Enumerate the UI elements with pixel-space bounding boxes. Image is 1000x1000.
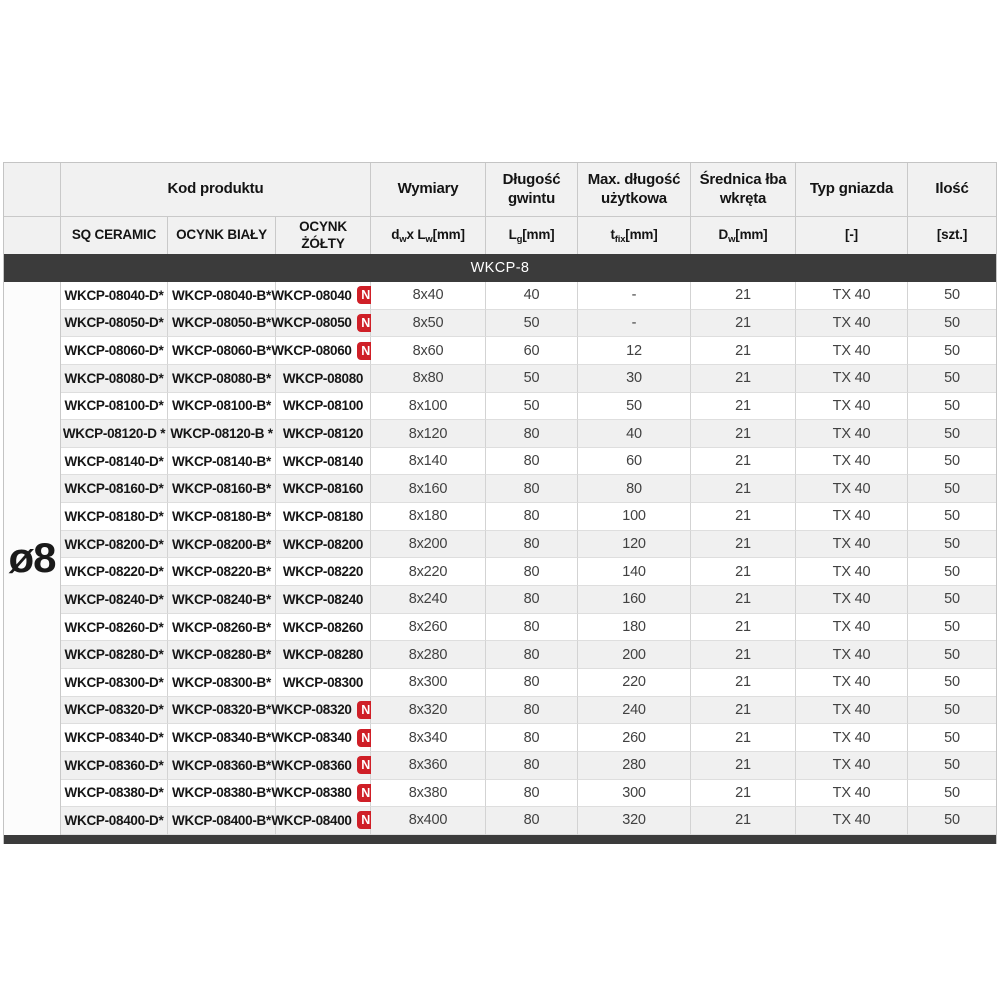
cell-socket-type: TX 40 (796, 558, 908, 586)
cell-ocynk-bialy: WKCP-08040-B* (168, 282, 276, 310)
cell-max-usable-length: 260 (578, 724, 691, 752)
new-badge: N (357, 286, 375, 304)
cell-head-diameter: 21 (691, 448, 796, 476)
cell-socket-type: TX 40 (796, 365, 908, 393)
product-code: WKCP-08240 (282, 591, 364, 607)
header-wymiary: Wymiary (371, 163, 486, 216)
cell-quantity: 50 (908, 807, 996, 835)
cell-sq-ceramic: WKCP-08280-D* (61, 641, 168, 669)
cell-sq-ceramic: WKCP-08240-D* (61, 586, 168, 614)
cell-sq-ceramic: WKCP-08220-D* (61, 558, 168, 586)
cell-quantity: 50 (908, 420, 996, 448)
cell-sq-ceramic: WKCP-08060-D* (61, 337, 168, 365)
header-dlugosc-gwintu: Długość gwintu (486, 163, 578, 216)
cell-thread-length: 80 (486, 752, 578, 780)
cell-ocynk-zolty (271, 724, 371, 752)
cell-max-usable-length: 50 (578, 393, 691, 421)
cell-ocynk-bialy: WKCP-08400-B* (168, 807, 276, 835)
cell-max-usable-length: 12 (578, 337, 691, 365)
cell-max-usable-length: - (578, 282, 691, 310)
cell-head-diameter: 21 (691, 337, 796, 365)
cell-socket-type: TX 40 (796, 724, 908, 752)
cell-dimensions: 8x260 (371, 614, 486, 642)
cell-thread-length: 80 (486, 531, 578, 559)
cell-head-diameter: 21 (691, 752, 796, 780)
product-code: WKCP-08380 (271, 785, 352, 801)
cell-quantity: 50 (908, 780, 996, 808)
cell-thread-length: 80 (486, 780, 578, 808)
cell-sq-ceramic: WKCP-08140-D* (61, 448, 168, 476)
cell-max-usable-length: 120 (578, 531, 691, 559)
product-code: WKCP-08360 (271, 757, 352, 773)
cell-max-usable-length: 140 (578, 558, 691, 586)
cell-head-diameter: 21 (691, 558, 796, 586)
cell-head-diameter: 21 (691, 641, 796, 669)
cell-ocynk-zolty (271, 752, 371, 780)
cell-thread-length: 80 (486, 503, 578, 531)
subheader-socket-type-unit: [-] (796, 217, 908, 254)
cell-thread-length: 40 (486, 282, 578, 310)
cell-dimensions: 8x50 (371, 310, 486, 338)
cell-sq-ceramic: WKCP-08300-D* (61, 669, 168, 697)
cell-thread-length: 80 (486, 697, 578, 725)
cell-ocynk-zolty (276, 365, 371, 393)
cell-thread-length: 50 (486, 365, 578, 393)
product-code: WKCP-08140 (282, 453, 364, 469)
cell-head-diameter: 21 (691, 669, 796, 697)
product-code: WKCP-08040 (271, 287, 352, 303)
cell-dimensions: 8x400 (371, 807, 486, 835)
cell-head-diameter: 21 (691, 531, 796, 559)
cell-ocynk-bialy: WKCP-08200-B* (168, 531, 276, 559)
header-row-units (4, 216, 996, 254)
cell-dimensions: 8x200 (371, 531, 486, 559)
cell-head-diameter: 21 (691, 420, 796, 448)
cell-quantity: 50 (908, 475, 996, 503)
cell-sq-ceramic: WKCP-08200-D* (61, 531, 168, 559)
cell-dimensions: 8x180 (371, 503, 486, 531)
product-code: WKCP-08300 (282, 674, 364, 690)
subheader-thread-length-unit: L g [mm] (486, 217, 578, 254)
cell-quantity: 50 (908, 558, 996, 586)
header-srednica-lba-wkreta: Średnica łba wkręta (691, 163, 796, 216)
cell-socket-type: TX 40 (796, 448, 908, 476)
header-ilosc: Ilość (935, 180, 969, 198)
cell-max-usable-length: 160 (578, 586, 691, 614)
cell-socket-type: TX 40 (796, 531, 908, 559)
cell-ocynk-bialy: WKCP-08120-B * (168, 420, 276, 448)
product-table (3, 162, 997, 844)
cell-quantity: 50 (908, 531, 996, 559)
product-code: WKCP-08220 (282, 564, 364, 580)
cell-sq-ceramic: WKCP-08360-D* (61, 752, 168, 780)
cell-head-diameter: 21 (691, 614, 796, 642)
cell-dimensions: 8x220 (371, 558, 486, 586)
cell-ocynk-zolty (271, 807, 371, 835)
product-code: WKCP-08280 (282, 647, 364, 663)
cell-dimensions: 8x100 (371, 393, 486, 421)
product-code: WKCP-08320 (271, 702, 352, 718)
cell-sq-ceramic: WKCP-08180-D* (61, 503, 168, 531)
cell-max-usable-length: 300 (578, 780, 691, 808)
cell-ocynk-bialy: WKCP-08220-B* (168, 558, 276, 586)
cell-ocynk-zolty (276, 586, 371, 614)
cell-quantity: 50 (908, 752, 996, 780)
cell-thread-length: 80 (486, 420, 578, 448)
product-code: WKCP-08120 (282, 426, 364, 442)
cell-max-usable-length: 40 (578, 420, 691, 448)
cell-socket-type: TX 40 (796, 641, 908, 669)
cell-socket-type: TX 40 (796, 697, 908, 725)
cell-quantity: 50 (908, 365, 996, 393)
cell-quantity: 50 (908, 697, 996, 725)
cell-head-diameter: 21 (691, 282, 796, 310)
new-badge: N (357, 811, 375, 829)
product-code: WKCP-08100 (282, 398, 364, 414)
cell-dimensions: 8x320 (371, 697, 486, 725)
cell-ocynk-zolty (271, 282, 371, 310)
new-badge: N (357, 784, 375, 802)
cell-head-diameter: 21 (691, 807, 796, 835)
product-code: WKCP-08400 (271, 812, 352, 828)
cell-max-usable-length: 180 (578, 614, 691, 642)
cell-sq-ceramic: WKCP-08260-D* (61, 614, 168, 642)
cell-socket-type: TX 40 (796, 780, 908, 808)
cell-dimensions: 8x380 (371, 780, 486, 808)
cell-socket-type: TX 40 (796, 310, 908, 338)
cell-ocynk-bialy: WKCP-08380-B* (168, 780, 276, 808)
cell-quantity: 50 (908, 337, 996, 365)
cell-thread-length: 80 (486, 614, 578, 642)
cell-ocynk-bialy: WKCP-08300-B* (168, 669, 276, 697)
cell-ocynk-zolty (276, 669, 371, 697)
cell-dimensions: 8x120 (371, 420, 486, 448)
cell-sq-ceramic: WKCP-08040-D* (61, 282, 168, 310)
cell-ocynk-zolty (276, 448, 371, 476)
header-max-dlugosc-uzytkowa: Max. długość użytkowa (578, 163, 691, 216)
cell-max-usable-length: 60 (578, 448, 691, 476)
cell-quantity: 50 (908, 614, 996, 642)
cell-thread-length: 80 (486, 558, 578, 586)
cell-head-diameter: 21 (691, 697, 796, 725)
subheader-quantity-unit: [szt.] (936, 227, 968, 243)
product-code: WKCP-08180 (282, 508, 364, 524)
cell-max-usable-length: 80 (578, 475, 691, 503)
cell-thread-length: 50 (486, 310, 578, 338)
cell-quantity: 50 (908, 282, 996, 310)
cell-sq-ceramic: WKCP-08380-D* (61, 780, 168, 808)
cell-max-usable-length: 320 (578, 807, 691, 835)
cell-thread-length: 80 (486, 669, 578, 697)
diameter-group-label: ø8 (4, 282, 61, 835)
cell-ocynk-bialy: WKCP-08180-B* (168, 503, 276, 531)
cell-ocynk-bialy: WKCP-08360-B* (168, 752, 276, 780)
cell-ocynk-bialy: WKCP-08100-B* (168, 393, 276, 421)
cell-socket-type: TX 40 (796, 669, 908, 697)
cell-head-diameter: 21 (691, 475, 796, 503)
cell-dimensions: 8x280 (371, 641, 486, 669)
header-row-groups (4, 163, 996, 216)
subheader-ocynk-zolty: OCYNK ŻÓŁTY (276, 217, 371, 254)
cell-dimensions: 8x340 (371, 724, 486, 752)
product-code: WKCP-08160 (282, 481, 364, 497)
cell-dimensions: 8x60 (371, 337, 486, 365)
cell-max-usable-length: 220 (578, 669, 691, 697)
cell-max-usable-length: 200 (578, 641, 691, 669)
cell-ocynk-zolty (276, 475, 371, 503)
cell-ocynk-bialy: WKCP-08260-B* (168, 614, 276, 642)
cell-dimensions: 8x40 (371, 282, 486, 310)
cell-socket-type: TX 40 (796, 503, 908, 531)
cell-quantity: 50 (908, 503, 996, 531)
cell-head-diameter: 21 (691, 780, 796, 808)
cell-quantity: 50 (908, 724, 996, 752)
table-bottom-bar (4, 835, 996, 844)
product-code: WKCP-08340 (271, 730, 352, 746)
cell-ocynk-zolty (271, 337, 371, 365)
subheader-gutter-cell (4, 217, 61, 254)
cell-sq-ceramic: WKCP-08400-D* (61, 807, 168, 835)
cell-thread-length: 80 (486, 448, 578, 476)
cell-head-diameter: 21 (691, 586, 796, 614)
cell-thread-length: 80 (486, 586, 578, 614)
cell-ocynk-zolty (276, 641, 371, 669)
cell-sq-ceramic: WKCP-08320-D* (61, 697, 168, 725)
cell-sq-ceramic: WKCP-08100-D* (61, 393, 168, 421)
cell-head-diameter: 21 (691, 310, 796, 338)
cell-ocynk-bialy: WKCP-08280-B* (168, 641, 276, 669)
product-code: WKCP-08260 (282, 619, 364, 635)
cell-head-diameter: 21 (691, 393, 796, 421)
cell-ocynk-zolty (276, 558, 371, 586)
cell-max-usable-length: 30 (578, 365, 691, 393)
cell-sq-ceramic: WKCP-08160-D* (61, 475, 168, 503)
cell-socket-type: TX 40 (796, 586, 908, 614)
cell-thread-length: 50 (486, 393, 578, 421)
subheader-dimensions-unit: d w x L w [mm] (371, 217, 486, 254)
product-code: WKCP-08050 (271, 315, 352, 331)
cell-dimensions: 8x360 (371, 752, 486, 780)
cell-socket-type: TX 40 (796, 337, 908, 365)
cell-ocynk-bialy: WKCP-08240-B* (168, 586, 276, 614)
table-body (4, 282, 996, 835)
cell-socket-type: TX 40 (796, 614, 908, 642)
series-band-label: WKCP-8 (470, 260, 530, 276)
cell-ocynk-zolty (271, 697, 371, 725)
cell-head-diameter: 21 (691, 365, 796, 393)
cell-thread-length: 80 (486, 807, 578, 835)
cell-ocynk-zolty (276, 614, 371, 642)
cell-dimensions: 8x160 (371, 475, 486, 503)
cell-dimensions: 8x80 (371, 365, 486, 393)
cell-quantity: 50 (908, 586, 996, 614)
cell-head-diameter: 21 (691, 503, 796, 531)
cell-socket-type: TX 40 (796, 475, 908, 503)
subheader-max-usable-unit: t fix [mm] (578, 217, 691, 254)
cell-max-usable-length: 280 (578, 752, 691, 780)
series-band (4, 254, 996, 282)
cell-ocynk-bialy: WKCP-08340-B* (168, 724, 276, 752)
product-code: WKCP-08200 (282, 536, 364, 552)
cell-thread-length: 60 (486, 337, 578, 365)
cell-ocynk-bialy: WKCP-08080-B* (168, 365, 276, 393)
cell-dimensions: 8x300 (371, 669, 486, 697)
cell-ocynk-zolty (276, 503, 371, 531)
cell-thread-length: 80 (486, 475, 578, 503)
cell-quantity: 50 (908, 448, 996, 476)
cell-max-usable-length: - (578, 310, 691, 338)
new-badge: N (357, 729, 375, 747)
cell-socket-type: TX 40 (796, 807, 908, 835)
subheader-head-diameter-unit: D w [mm] (691, 217, 796, 254)
cell-max-usable-length: 240 (578, 697, 691, 725)
header-kod-produktu: Kod produktu (61, 163, 371, 216)
cell-dimensions: 8x140 (371, 448, 486, 476)
cell-socket-type: TX 40 (796, 752, 908, 780)
cell-ocynk-bialy: WKCP-08320-B* (168, 697, 276, 725)
cell-ocynk-bialy: WKCP-08160-B* (168, 475, 276, 503)
cell-quantity: 50 (908, 669, 996, 697)
cell-sq-ceramic: WKCP-08050-D* (61, 310, 168, 338)
new-badge: N (357, 756, 375, 774)
cell-ocynk-zolty (271, 780, 371, 808)
cell-head-diameter: 21 (691, 724, 796, 752)
product-code: WKCP-08080 (282, 370, 364, 386)
cell-socket-type: TX 40 (796, 282, 908, 310)
new-badge: N (357, 701, 375, 719)
cell-max-usable-length: 100 (578, 503, 691, 531)
cell-thread-length: 80 (486, 724, 578, 752)
cell-ocynk-zolty (276, 531, 371, 559)
cell-quantity: 50 (908, 393, 996, 421)
cell-ocynk-bialy: WKCP-08140-B* (168, 448, 276, 476)
new-badge: N (357, 342, 375, 360)
header-typ-gniazda: Typ gniazda (796, 163, 908, 216)
cell-ocynk-bialy: WKCP-08050-B* (168, 310, 276, 338)
product-code: WKCP-08060 (271, 343, 352, 359)
cell-sq-ceramic: WKCP-08120-D * (61, 420, 168, 448)
cell-socket-type: TX 40 (796, 420, 908, 448)
cell-quantity: 50 (908, 310, 996, 338)
cell-thread-length: 80 (486, 641, 578, 669)
cell-dimensions: 8x240 (371, 586, 486, 614)
cell-socket-type: TX 40 (796, 393, 908, 421)
cell-quantity: 50 (908, 641, 996, 669)
cell-sq-ceramic: WKCP-08080-D* (61, 365, 168, 393)
cell-ocynk-zolty (276, 393, 371, 421)
subheader-sq-ceramic: SQ CERAMIC (61, 217, 168, 254)
cell-ocynk-zolty (276, 420, 371, 448)
new-badge: N (357, 314, 375, 332)
cell-ocynk-bialy: WKCP-08060-B* (168, 337, 276, 365)
cell-ocynk-zolty (271, 310, 371, 338)
subheader-ocynk-bialy: OCYNK BIAŁY (168, 217, 276, 254)
header-gutter-cell (4, 163, 61, 216)
cell-sq-ceramic: WKCP-08340-D* (61, 724, 168, 752)
